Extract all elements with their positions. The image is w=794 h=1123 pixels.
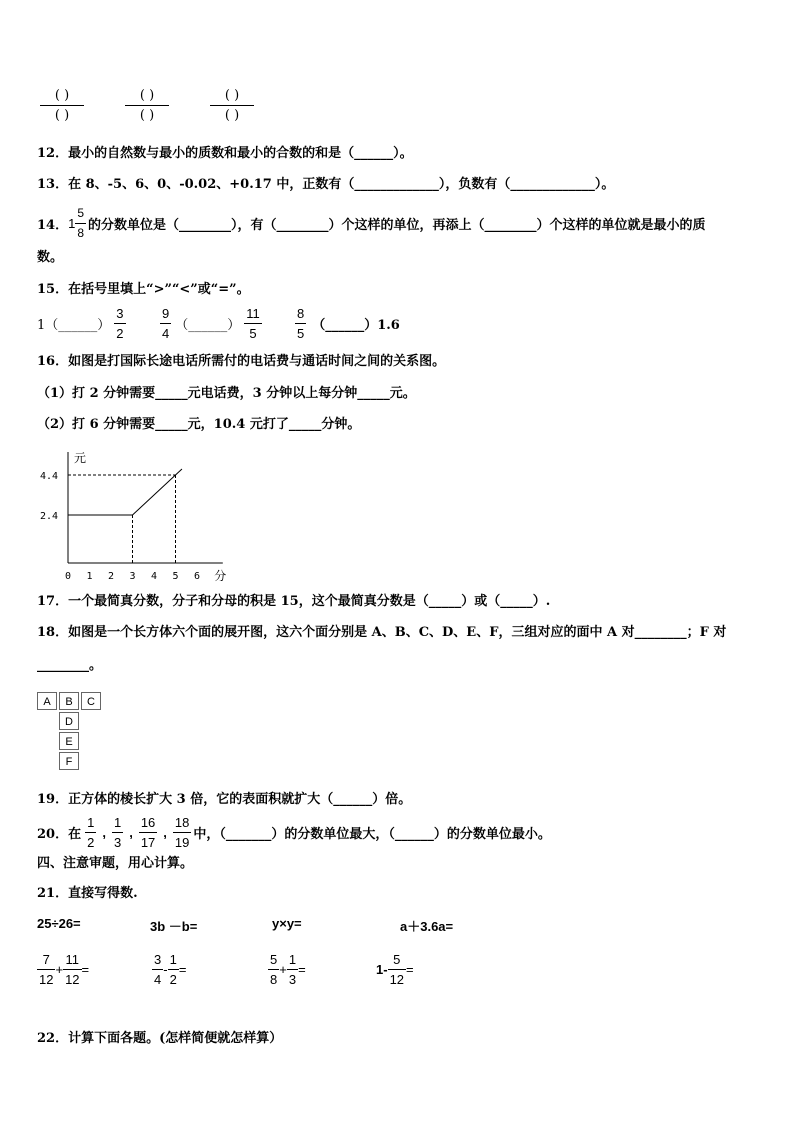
fraction-denominator: 17 xyxy=(140,835,156,850)
fraction-bar xyxy=(388,969,406,970)
fraction-bar xyxy=(152,969,163,970)
fraction-11-5 xyxy=(244,306,262,341)
fee-line xyxy=(68,469,182,515)
fraction-denominator-blank[interactable]: ( ) xyxy=(139,108,155,123)
operator: - xyxy=(163,962,168,977)
fraction-16-17 xyxy=(139,815,157,850)
fraction-denominator: 3 xyxy=(113,835,122,850)
equals: = xyxy=(298,962,306,977)
fraction-bar xyxy=(37,969,55,970)
face-b: B xyxy=(59,692,79,710)
minuend: 1- xyxy=(376,962,388,977)
fraction-numerator: 3 xyxy=(116,306,124,321)
fraction-numerator-blank[interactable]: ( ) xyxy=(139,88,155,103)
fraction-5-12 xyxy=(388,952,406,987)
fraction-bar xyxy=(244,323,262,324)
fraction-bar xyxy=(112,832,123,833)
fraction-numerator: 1 xyxy=(87,815,95,830)
calc-2: 3b －b= xyxy=(150,919,198,934)
operator: + xyxy=(279,962,287,977)
fraction-denominator: 12 xyxy=(39,972,54,987)
fraction-bar xyxy=(125,105,169,106)
question-15: 15．在括号里填上“>”“<”或“=”。 xyxy=(37,282,250,297)
cuboid-net xyxy=(37,692,103,774)
question-18: 18．如图是一个长方体六个面的展开图，这六个面分别是 A、B、C、D、E、F，三组对应的面中 A 对________；F 对 xyxy=(37,625,727,640)
x-tick-label: 0 xyxy=(65,571,72,582)
question-20-suffix: 中，（_______）的分数单位最大，（______）的分数单位最小。 xyxy=(193,827,551,842)
calc-7 xyxy=(268,952,306,987)
fraction-numerator-blank[interactable]: ( ) xyxy=(54,88,70,103)
fraction-denominator: 3 xyxy=(288,972,297,987)
fraction-1-3 xyxy=(287,952,298,987)
fraction-denominator-blank[interactable]: ( ) xyxy=(54,108,70,123)
fraction-1-3 xyxy=(112,815,123,850)
fraction-numerator: 8 xyxy=(297,306,305,321)
fraction-3-2 xyxy=(114,306,125,341)
fraction-numerator: 11 xyxy=(246,306,260,321)
fraction-8-5 xyxy=(295,306,306,341)
calc-5 xyxy=(37,952,89,987)
fraction-denominator: 2 xyxy=(87,835,95,850)
compare-blank[interactable]: （______）1.6 xyxy=(312,318,400,333)
y-axis-label: 元 xyxy=(74,451,87,465)
face-e: E xyxy=(59,732,79,750)
y-tick-label: 2.4 xyxy=(40,511,59,522)
compare-blank[interactable]: （______） xyxy=(175,318,241,333)
question-16-part-1: （1）打 2 分钟需要_____元电话费，3 分钟以上每分钟_____元。 xyxy=(37,386,416,401)
fraction-numerator: 1 xyxy=(169,952,177,967)
fraction-denominator: 12 xyxy=(389,972,405,987)
x-tick-label: 2 xyxy=(108,571,115,582)
fraction-bar xyxy=(287,969,298,970)
fraction-denominator: 4 xyxy=(154,972,162,987)
question-14-text: 的分数单位是（________），有（________）个这样的单位，再添上（________）个这样的单位就是最小的质 xyxy=(88,218,706,233)
face-f: F xyxy=(59,752,79,770)
fraction-numerator: 9 xyxy=(162,306,170,321)
fraction-bar xyxy=(268,969,279,970)
fraction-denominator: 5 xyxy=(297,326,305,341)
mixed-whole: 1 xyxy=(68,216,76,231)
question-17: 17．一个最简真分数，分子和分母的积是 15，这个最简真分数是（_____）或（_____）. xyxy=(37,594,551,609)
fraction-numerator: 1 xyxy=(288,952,297,967)
question-20 xyxy=(37,815,551,850)
answer-fraction-2[interactable] xyxy=(125,88,169,123)
fraction-bar xyxy=(85,832,96,833)
fraction-numerator: 3 xyxy=(154,952,162,967)
fraction-denominator: 4 xyxy=(162,326,170,341)
question-21: 21．直接写得数. xyxy=(37,886,138,901)
calc-1: 25÷26= xyxy=(37,916,81,931)
fraction-bar xyxy=(114,323,125,324)
fraction-bar xyxy=(63,969,81,970)
question-19: 19．正方体的棱长扩大 3 倍，它的表面积就扩大（______）倍。 xyxy=(37,792,412,807)
compare-3 xyxy=(295,306,400,341)
face-c: C xyxy=(81,692,101,710)
face-a: A xyxy=(37,692,57,710)
x-tick-label: 6 xyxy=(194,571,201,582)
fraction-denominator: 12 xyxy=(65,972,80,987)
fraction-numerator: 16 xyxy=(140,815,156,830)
fraction-1-2 xyxy=(168,952,179,987)
fraction-11-12 xyxy=(63,952,81,987)
fraction-numerator: 5 xyxy=(270,952,278,967)
calc-4: a＋3.6a= xyxy=(400,919,454,934)
question-14 xyxy=(37,206,706,241)
fraction-bar xyxy=(173,832,191,833)
calc-6 xyxy=(152,952,186,987)
question-18-continuation: ________。 xyxy=(37,658,103,673)
fraction-denominator: 19 xyxy=(174,835,190,850)
fraction-bar xyxy=(168,969,179,970)
fraction-denominator: 2 xyxy=(116,326,124,341)
fraction-denominator: 5 xyxy=(249,326,257,341)
fraction-numerator: 18 xyxy=(174,815,190,830)
fraction-numerator: 5 xyxy=(393,952,401,967)
fraction-denominator: 8 xyxy=(270,972,278,987)
fraction-numerator-blank[interactable]: ( ) xyxy=(224,88,240,103)
answer-fraction-1[interactable] xyxy=(40,88,84,123)
separator: , xyxy=(163,825,167,840)
fraction-3-4 xyxy=(152,952,163,987)
equals: = xyxy=(178,962,187,977)
question-20-prefix: 20．在 xyxy=(37,827,82,842)
fraction-denominator-blank[interactable]: ( ) xyxy=(224,108,240,123)
calc-3: y×y= xyxy=(272,916,302,931)
x-tick-label: 4 xyxy=(151,571,158,582)
calc-8 xyxy=(376,952,414,987)
y-tick-label: 4.4 xyxy=(40,471,59,482)
fraction-9-4 xyxy=(160,306,171,341)
fraction-18-19 xyxy=(173,815,191,850)
question-22: 22．计算下面各题。(怎样简便就怎样算） xyxy=(37,1031,283,1046)
question-16-part-2: （2）打 6 分钟需要_____元，10.4 元打了_____分钟。 xyxy=(37,417,361,432)
fraction-1-2 xyxy=(85,815,96,850)
fraction-numerator: 7 xyxy=(42,952,50,967)
x-axis-label: 分 xyxy=(214,569,227,583)
fraction-numerator: 1 xyxy=(113,815,122,830)
fraction-bar xyxy=(75,223,86,224)
fraction-numerator: 11 xyxy=(65,952,80,967)
compare-left[interactable]: 1（______） xyxy=(37,318,111,333)
fraction-7-12 xyxy=(37,952,55,987)
question-number: 14． xyxy=(37,218,69,233)
question-14-continuation: 数。 xyxy=(37,250,64,265)
fraction-bar xyxy=(40,105,84,106)
x-tick-label: 3 xyxy=(129,571,136,582)
fraction-denominator: 8 xyxy=(77,226,85,240)
fraction-denominator: 2 xyxy=(169,972,177,987)
separator: , xyxy=(129,825,133,840)
fraction-numerator: 5 xyxy=(77,206,85,220)
question-12: 12．最小的自然数与最小的质数和最小的合数的和是（______）。 xyxy=(37,146,413,161)
x-tick-label: 1 xyxy=(86,571,93,582)
separator: , xyxy=(102,825,106,840)
section-4-heading: 四、注意审题，用心计算。 xyxy=(37,856,194,871)
face-d: D xyxy=(59,712,79,730)
compare-1 xyxy=(37,306,126,341)
phone-fee-chart xyxy=(38,448,238,585)
question-16: 16．如图是打国际长途电话所需付的电话费与通话时间之间的关系图。 xyxy=(37,354,446,369)
mixed-fraction xyxy=(75,206,86,241)
x-tick-label: 5 xyxy=(172,571,179,582)
fraction-bar xyxy=(139,832,157,833)
fraction-bar xyxy=(295,323,306,324)
answer-fraction-3[interactable] xyxy=(210,88,254,123)
operator: + xyxy=(55,962,64,977)
equals: = xyxy=(81,962,90,977)
question-13: 13．在 8、-5、6、0、-0.02、+0.17 中，正数有（_____________），负数有（_____________）。 xyxy=(37,177,615,192)
equals: = xyxy=(406,962,414,977)
fraction-bar xyxy=(160,323,171,324)
fraction-bar xyxy=(210,105,254,106)
compare-2 xyxy=(160,306,262,341)
fraction-5-8 xyxy=(268,952,279,987)
